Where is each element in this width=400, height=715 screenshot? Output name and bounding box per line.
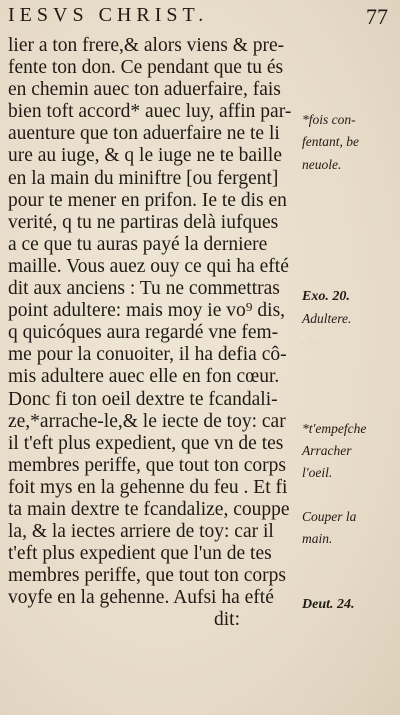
text-line: en chemin auec ton aduerfaire, fais bbox=[8, 79, 281, 101]
margin-note: l'oeil. bbox=[302, 465, 333, 480]
text-line: pour te mener en prifon. Ie te dis en bbox=[8, 189, 287, 211]
text-line: lier a ton frere,& alors viens & pre- bbox=[8, 35, 285, 56]
text-line: q quicóques aura regardé vne fem- bbox=[8, 322, 279, 344]
text-line: il t'eft plus expedient, que vn de tes bbox=[8, 432, 284, 454]
page-number: 77 bbox=[366, 4, 388, 29]
show-through-mark: · · · bbox=[300, 336, 320, 351]
text-line: la, & la iectes arriere de toy: car il bbox=[8, 521, 274, 543]
text-line: me pour la conuoiter, il ha defia cô- bbox=[8, 344, 287, 366]
text-line: membres periffe, que tout ton corps bbox=[8, 454, 286, 476]
text-line: mis adultere auec elle en fon cœur. bbox=[8, 366, 280, 388]
margin-note: Adultere. bbox=[302, 311, 352, 326]
text-line: bien toft accord* auec luy, affin par- bbox=[8, 101, 292, 123]
text-line: en la main du miniftre [ou fergent] bbox=[8, 167, 279, 189]
margin-note: Couper la bbox=[302, 509, 357, 524]
margin-note: Arracher bbox=[302, 443, 352, 458]
margin-reference: Exo. 20. bbox=[302, 289, 350, 304]
margin-reference: Deut. 24. bbox=[302, 597, 355, 612]
text-line: point adultere: mais moy ie vo⁹ dis, bbox=[8, 300, 286, 322]
text-line: ze,*arrache-le,& le iecte de toy: car bbox=[8, 410, 286, 432]
margin-note: neuole. bbox=[302, 157, 342, 172]
text-line: ure au iuge, & q le iuge ne te baille bbox=[8, 145, 282, 167]
running-title: IESVS CHRIST. bbox=[8, 4, 209, 26]
margin-note: *t'empefche bbox=[302, 421, 367, 436]
text-line: verité, q tu ne partiras delà iufques bbox=[8, 211, 279, 233]
text-line: maille. Vous auez ouy ce qui ha efté bbox=[8, 255, 289, 277]
text-line: membres periffe, que tout ton corps bbox=[8, 565, 286, 587]
margin-note: fentant, be bbox=[302, 134, 359, 149]
margin-note: *fois con- bbox=[302, 112, 356, 127]
page-header bbox=[8, 2, 388, 32]
margin-note: main. bbox=[302, 531, 333, 546]
text-line: voyfe en la gehenne. Aufsi ha efté bbox=[8, 587, 274, 609]
text-line: foit mys en la gehenne du feu . Et fi bbox=[8, 476, 288, 498]
text-line: a ce que tu auras payé la derniere bbox=[8, 233, 268, 255]
main-text-block bbox=[8, 35, 306, 632]
text-line: auenture que ton aduerfaire ne te li bbox=[8, 123, 280, 145]
text-line: dit aux anciens : Tu ne commettras bbox=[8, 278, 280, 300]
text-line: t'eft plus expedient que l'un de tes bbox=[8, 543, 272, 565]
text-line: ta main dextre te fcandalize, couppe bbox=[8, 498, 290, 520]
text-line: Donc fi ton oeil dextre te fcandali- bbox=[8, 388, 278, 410]
catchword-line: dit: bbox=[214, 609, 241, 631]
text-line: fente ton don. Ce pendant que tu és bbox=[8, 57, 284, 79]
